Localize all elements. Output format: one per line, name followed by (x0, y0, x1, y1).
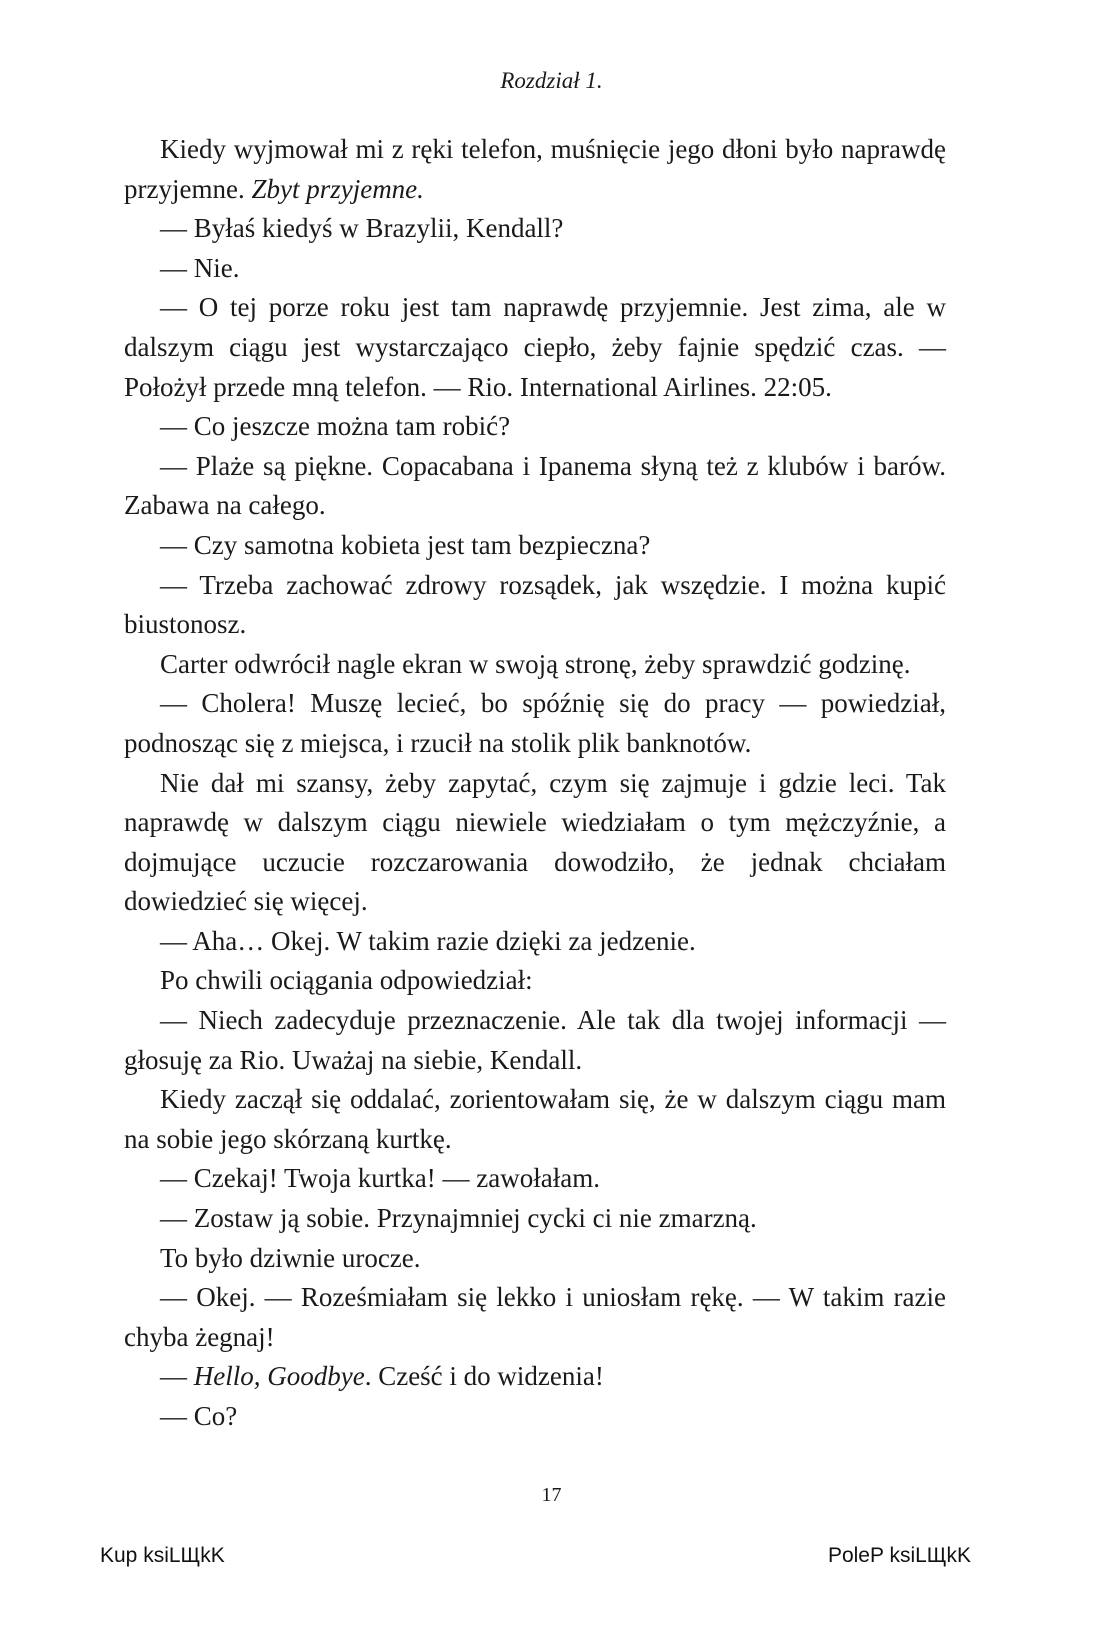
text-segment: — Cholera! Muszę lecieć, bo spóźnię się do pracy — powiedział, podnosząc się z miejsca, i rzucił na stolik plik banknotów. (124, 688, 946, 758)
paragraph (124, 249, 946, 289)
text-segment: — Niech zadecyduje przeznaczenie. Ale tak dla twojej informacji — głosuję za Rio. Uważaj na siebie, Kendall. (124, 1005, 946, 1075)
page-number: 17 (541, 1484, 562, 1506)
paragraph (124, 1001, 946, 1080)
text-segment: — Aha… Okej. W takim razie dzięki za jedzenie. (160, 925, 696, 956)
text-segment: . Cześć i do widzenia! (364, 1361, 604, 1392)
paragraph (124, 447, 946, 526)
paragraph (124, 1239, 946, 1279)
text-segment: — Okej. — Roześmiałam się lekko i uniosłam rękę. — W takim razie chyba żegnaj! (124, 1282, 946, 1352)
footer-buy-link[interactable]: Kup ksiLЩkK (100, 1544, 225, 1567)
footer-recommend-link[interactable]: PoleP ksiLЩkK (827, 1544, 971, 1567)
paragraph (124, 922, 946, 962)
paragraph (124, 288, 946, 407)
text-segment: Kiedy zaczął się oddalać, zorientowałam się, że w dalszym ciągu mam na sobie jego skórzaną kurtkę. (124, 1084, 946, 1154)
paragraph (124, 407, 946, 447)
paragraph (124, 526, 946, 566)
paragraph (124, 1397, 946, 1437)
text-segment: — Czy samotna kobieta jest tam bezpieczna? (160, 529, 651, 560)
text-segment: — (160, 1361, 194, 1392)
text-segment: — Trzeba zachować zdrowy rozsądek, jak wszędzie. I można kupić biustonosz. (124, 569, 946, 640)
text-segment: — Nie. (160, 252, 240, 283)
italic-text: Zbyt przyjemne. (251, 173, 424, 204)
text-segment: Po chwili ociągania odpowiedział: (160, 965, 533, 996)
text-segment: — Byłaś kiedyś w Brazylii, Kendall? (160, 213, 564, 244)
text-segment: Nie dał mi szansy, żeby zapytać, czym się zajmuje i gdzie leci. Tak naprawdę w dalszym ciągu niewiele wiedziałam o tym mężczyźnie, a dojmujące uczucie rozczarowania dowodziło, że jednak chciałam dowiedzieć się więcej. (124, 767, 946, 917)
text-segment: — O tej porze roku jest tam naprawdę przyjemnie. Jest zima, ale w dalszym ciągu jest wystarczająco ciepło, żeby fajnie spędzić czas. — Położył przede mną telefon. — Rio. International Airlines. 22:05. (124, 292, 946, 402)
text-segment: Kiedy wyjmował mi z ręki telefon, muśnięcie jego dłoni było naprawdę przyjemne. (124, 134, 946, 204)
text-segment: — Zostaw ją sobie. Przynajmniej cycki ci nie zmarzną. (160, 1203, 757, 1234)
paragraph (124, 645, 946, 685)
paragraph (124, 130, 946, 209)
text-segment: Carter odwrócił nagle ekran w swoją stronę, żeby sprawdzić godzinę. (160, 648, 911, 679)
italic-text: Hello, Goodbye (193, 1361, 365, 1392)
text-segment: — Co? (160, 1401, 238, 1431)
paragraph (124, 1159, 946, 1199)
text-segment: — Plaże są piękne. Copacabana i Ipanema słyną też z klubów i barów. Zabawa na całego. (124, 450, 946, 521)
paragraph (124, 1357, 946, 1397)
paragraph (124, 1080, 946, 1159)
paragraph (124, 1278, 946, 1357)
paragraph (124, 566, 946, 645)
text-segment: — Co jeszcze można tam robić? (160, 411, 511, 442)
chapter-header: Rozdział 1. (500, 68, 603, 93)
paragraph (124, 961, 946, 1001)
paragraph (124, 209, 946, 249)
paragraph (124, 1199, 946, 1239)
text-segment: To było dziwnie urocze. (160, 1242, 421, 1273)
body-text (124, 130, 946, 1437)
text-segment: — Czekaj! Twoja kurtka! — zawołałam. (160, 1163, 600, 1194)
paragraph (124, 684, 946, 763)
paragraph (124, 764, 946, 922)
